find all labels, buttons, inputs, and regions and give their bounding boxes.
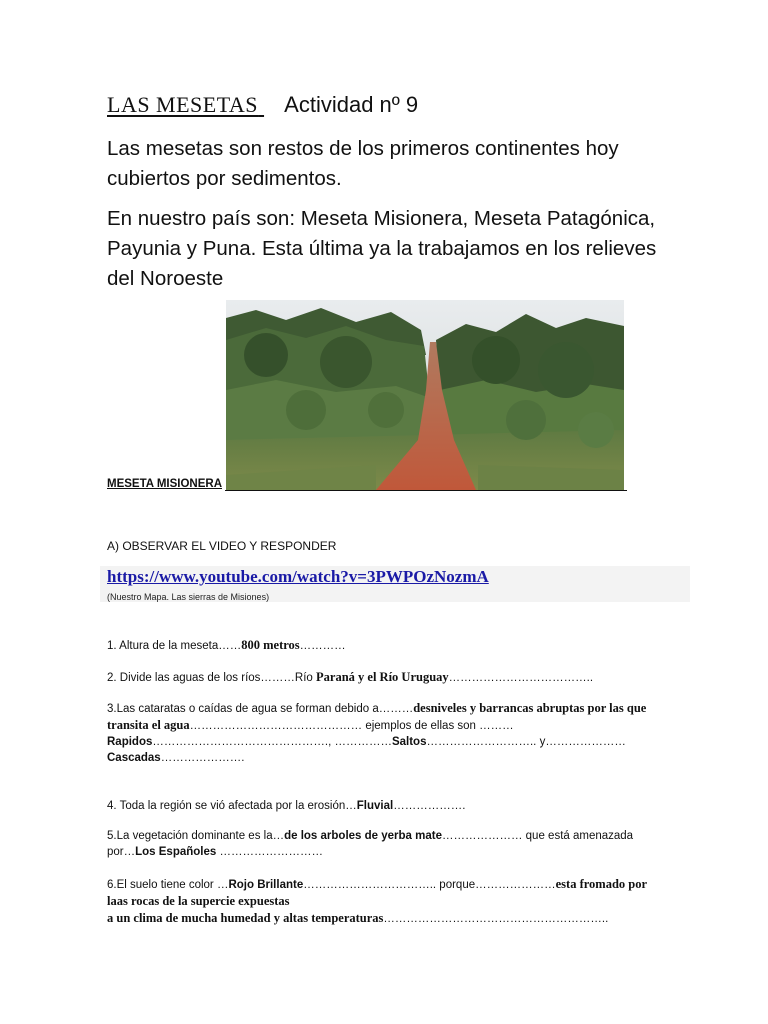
question-3: 3.Las cataratas o caídas de agua se forman debido a………desniveles y barrancas abruptas por las que transita el agua……………………………………… ejemplos de ellas son ……… Rapidos………………………………………., ……………Saltos……………………….. y………………… Cascadas…………………. [107, 701, 647, 764]
youtube-link[interactable]: https://www.youtube.com/watch?v=3PWPOzNozmA [107, 567, 489, 586]
question-2: 2. Divide las aguas de los ríos………Río Paraná y el Río Uruguay……………………………….. [107, 670, 594, 684]
page-title: LAS MESETAS [107, 92, 259, 117]
photo-underline [225, 490, 627, 491]
question-1: 1. Altura de la meseta……800 metros………… [107, 638, 346, 652]
landscape-photo-svg [226, 300, 624, 490]
question-5: 5.La vegetación dominante es la…de los arboles de yerba mate………………… que está amenazada por…Los Españoles ……………………… [107, 830, 634, 858]
question-4: 4. Toda la región se vió afectada por la erosión…Fluvial………………. [107, 800, 466, 812]
photo-label: MESETA MISIONERA [107, 478, 223, 490]
question-6: 6.El suelo tiene color …Rojo Brillante…………………………….. porque…………………esta fromado por laas rocas de la supercie expuestas a un clima de mucha humedad y altas temperaturas………………………………………………….. [107, 877, 647, 925]
intro-paragraph-1: Las mesetas son restos de los primeros continentes hoy cubiertos por sedimentos. [107, 137, 619, 190]
section-a-heading: A) OBSERVAR EL VIDEO Y RESPONDER [107, 539, 337, 553]
intro-paragraph-2: En nuestro país son: Meseta Misionera, Meseta Patagónica, Payunia y Puna. Esta última ya la trabajamos en los relieves del Noroeste [107, 207, 657, 290]
photo-row [107, 300, 627, 492]
link-caption: (Nuestro Mapa. Las sierras de Misiones) [107, 592, 270, 602]
title-line [107, 92, 418, 118]
activity-number: Actividad nº 9 [284, 92, 419, 117]
landscape-photo-icon [226, 300, 624, 490]
